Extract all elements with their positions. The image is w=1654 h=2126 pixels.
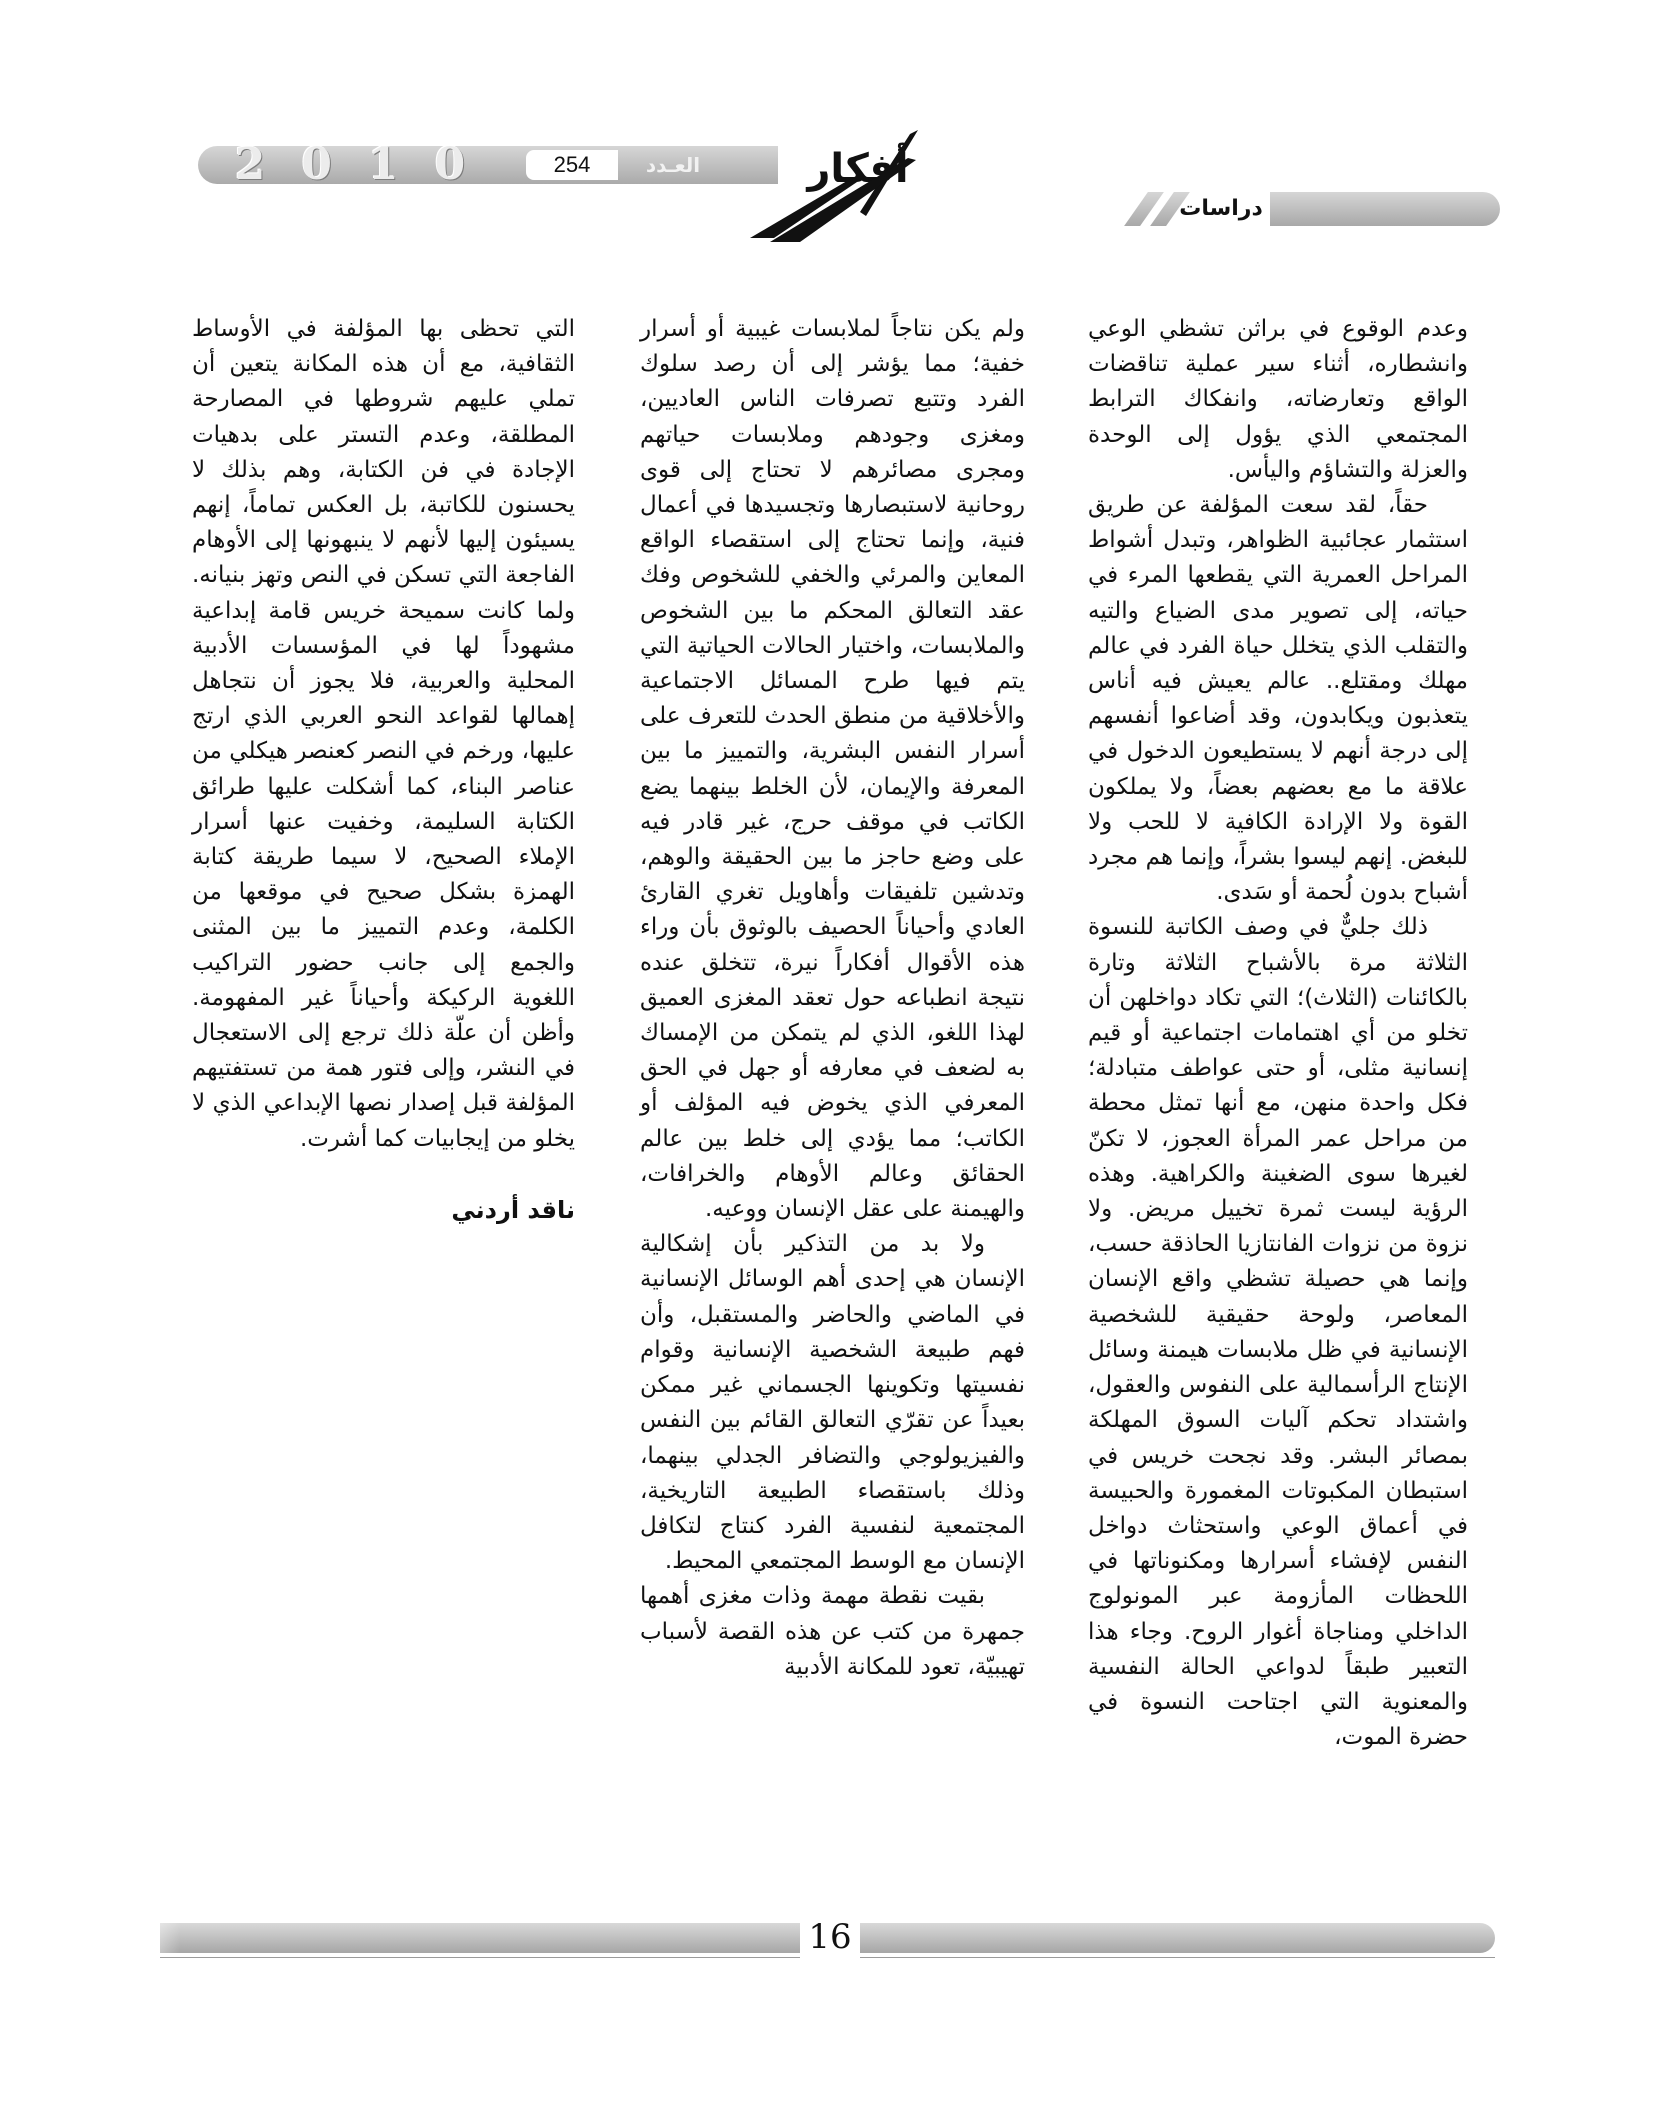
year-digit: 1 (368, 138, 399, 190)
magazine-logo-icon (740, 120, 940, 250)
logo-text: أفكار (807, 146, 909, 192)
paragraph: ذلك جليٌّ في وصف الكاتبة للنسوة الثلاثة مرة بالأشباح الثلاثة وتارة بالكائنات (الثلاث)؛ التي تكاد دواخلهن أن تخلو من أي اهتمامات اجتماعية أو قيم إنسانية مثلى، أو حتى عواطف متبادلة؛ فكل واحدة منهن، مع أنها تمثل محطة من مراحل عمر المرأة العجوز، لا تكنّ لغيرها سوى الضغينة والكراهية. وهذه الرؤية ليست ثمرة تخييل مريض. ولا نزوة من نزوات الفانتازيا الحاذقة حسب، وإنما هي حصيلة تشظي واقع الإنسان المعاصر، ولوحة حقيقية للشخصية الإنسانية في ظل ملابسات هيمنة وسائل الإنتاج الرأسمالية على النفوس والعقول، واشتداد تحكم آليات السوق المهلكة بمصائر البشر. وقد نجحت خريس في استبطان المكبوتات المغمورة والحبيسة في أعماق الوعي واستحثاث دواخل النفس لإفشاء أسرارها ومكنوناتها في اللحظات المأزومة عبر المونولوج الداخلي ومناجاة أغوار الروح. وجاء هذا التعبير طبقاً لدواعي الحالة النفسية والمعنوية التي اجتاحت النسوة في حضرة الموت، (1088, 914, 1468, 1751)
paragraph: وعدم الوقوع في براثن تشظي الوعي وانشطاره، أثناء سير عملية تناقضات الواقع وتعارضاته، وانفكاك الترابط المجتمعي الذي يؤول إلى الوحدة والعزلة والتشاؤم واليأس. (1088, 316, 1468, 483)
article-column-3 (192, 312, 575, 1228)
year-digit: 2 (234, 138, 266, 190)
paragraph: التي تحظى بها المؤلفة في الأوساط الثقافية، مع أن هذه المكانة يتعين أن تملي عليهم شروطها في المصارحة المطلقة، وعدم التستر على بدهيات الإجادة في فن الكتابة، وهم بذلك لا يحسنون للكاتبة، بل العكس تماماً، إنهم يسيئون إليها لأنهم لا ينبهونها إلى الأوهام الفاجعة التي تسكن في النص وتهز بنيانه. ولما كانت سميحة خريس قامة إبداعية مشهوداً لها في المؤسسات الأدبية المحلية والعربية، فلا يجوز أن نتجاهل إهمالها لقواعد النحو العربي الذي ارتج عليها، ورخم في النصر كعنصر هيكلي من عناصر البناء، كما أشكلت عليها طرائق الكتابة السليمة، وخفيت عنها أسرار الإملاء الصحيح، لا سيما طريقة كتابة الهمزة بشكل صحيح في موقعها من الكلمة، وعدم التمييز ما بين المثنى والجمع إلى جانب حضور التراكيب اللغوية الركيكة وأحياناً غير المفهومة. وأظن أن علّة ذلك ترجع إلى الاستعجال في النشر، وإلى فتور همة من تستفتيهم المؤلفة قبل إصدار نصها الإبداعي الذي لا يخلو من إيجابيات كما أشرت. (191, 316, 575, 1152)
paragraph: ولم يكن نتاجاً لملابسات غيبية أو أسرار خفية؛ مما يؤشر إلى أن رصد سلوك الفرد وتتبع تصرفات الناس العاديين، ومغزى وجودهم وملابسات حياتهم ومجرى مصائرهم لا تحتاج إلى قوى روحانية لاستبصارها وتجسيدها في أعمال فنية، وإنما تحتاج إلى استقصاء الواقع المعاين والمرئي والخفي للشخوص وفك عقد التعالق المحكم ما بين الشخوص والملابسات، واختيار الحالات الحياتية التي يتم فيها طرح المسائل الاجتماعية والأخلاقية من منطق الحدث للتعرف على أسرار النفس البشرية، والتمييز ما بين المعرفة والإيمان، لأن الخلط بينهما يضع الكاتب في موقف حرج، غير قادر فيه على وضع حاجز ما بين الحقيقة والوهم، وتدشين تلفيقات وأهاويل تغري القارئ العادي وأحياناً الحصيف بالوثوق بأن وراء هذه الأقوال أفكاراً نيرة، تتخلق عنده نتيجة انطباعه حول تعقد المغزى العميق لهذا اللغو، الذي لم يتمكن من الإمساك به لضعف في معارفه أو جهل في الحق المعرفي الذي يخوض فيه المؤلف أو الكاتب؛ مما يؤدي إلى خلط بين عالم الحقائق وعالم الأوهام والخرافات، والهيمنة على عقل الإنسان ووعيه. (640, 316, 1025, 1223)
article-column-2 (640, 312, 1025, 1685)
section-band (1270, 192, 1500, 226)
paragraph: ولا بد من التذكير بأن إشكالية الإنسان هي إحدى أهم الوسائل الإنسانية في الماضي والحاضر والمستقبل، وأن فهم طبيعة الشخصية الإنسانية وقوام نفسيتها وتكوينها الجسماني غير ممكن بعيداً عن تقرّي التعالق القائم بين النفس والفيزيولوجي والتضافر الجدلي بينهما، وذلك باستقصاء الطبيعة التاريخية، المجتمعية لنفسية الفرد كنتاج لتكافل الإنسان مع الوسط المجتمعي المحيط. (640, 1231, 1025, 1575)
year-digit: 0 (434, 138, 466, 190)
article-column-1 (1088, 312, 1468, 1755)
paragraph: بقيت نقطة مهمة وذات مغزى أهمها جمهرة من كتب عن هذه القصة لأسباب تهيبيّة، تعود للمكانة الأدبية (640, 1583, 1025, 1680)
issue-number: 254 (526, 150, 618, 180)
year-digit: 0 (301, 138, 332, 190)
author-signature: ناقد أردني (451, 1195, 575, 1224)
issue-year (230, 140, 470, 188)
issue-label: العـدد (645, 153, 701, 177)
section-title: دراسات (1179, 196, 1263, 221)
paragraph: حقاً، لقد سعت المؤلفة عن طريق استثمار عجائبية الظواهر، وتبدل أشواط المراحل العمرية التي يقطعها المرء في حياته، إلى تصوير مدى الضياع والتيه والتقلب الذي يتخلل حياة الفرد في عالم مهلك ومقتلع.. عالم يعيش فيه أناس يتعذبون ويكابدون، وقد أضاعوا أنفسهم إلى درجة أنهم لا يستطيعون الدخول في علاقة ما مع بعضهم بعضاً، ولا يملكون القوة ولا الإرادة الكافية لا للحب ولا للبغض. إنهم ليسوا بشراً، وإنما هم مجرد أشباح بدون لُحمة أو سَدى. (1088, 492, 1468, 906)
page-number: 16 (800, 1912, 860, 1962)
